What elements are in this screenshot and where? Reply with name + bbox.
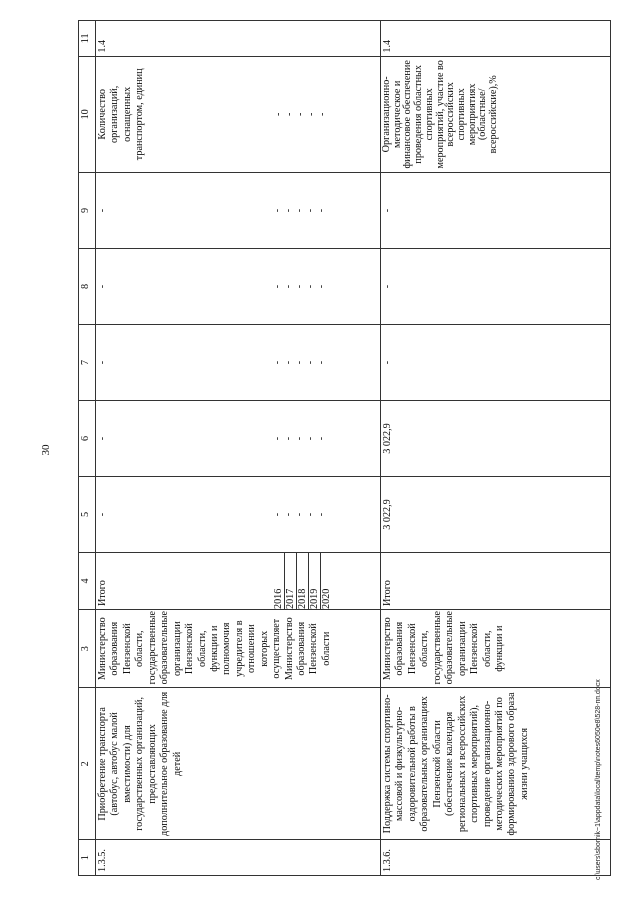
period-total: Итого [381,553,611,610]
c6-cell: 3 022,9 [381,401,611,477]
period-cell [96,553,381,610]
total-cell: 3 022,9 [381,477,611,553]
header-cell: 9 [79,173,96,249]
executor: Министерство образования Пензенской области, государственные образовательные организации Пензенской области, функции и [381,610,611,688]
year: 2018 [296,553,308,609]
header-cell: 11 [79,21,96,57]
row-number: 1.3.5. [96,840,381,876]
table-row [381,21,611,876]
measure-name: Поддержка системы спортивно-массовой и физкультурно-оздоровительной работы в образовательных организациях Пензенской области (обеспечение календаря региональных и всероссийских спортивных мероприятий), проведение организационно-методических мероприятий по формированию здорового образа жизни учащихся [381,688,611,840]
indicator-text: Количество организаций, оснащенных транспортом, единиц [97,68,146,161]
header-cell: 4 [79,553,96,610]
link-cell: 1.4 [96,21,381,57]
indicator-text: Организационно-методическое и финансовое обеспечение проведения областных спортивных мероприятий, участие во всероссийских спортивных мероприятиях (областные/ всероссийские),% [381,56,611,172]
measure-name: Приобретение транспорта (автобус, автобус малой вместимости) для государственных организаций, предоставляющих дополнительное образование для детей [96,688,381,840]
header-cell: 8 [79,249,96,325]
c7-cell: - - - - - - [96,325,381,401]
indicator-cell: Количество организаций, оснащенных транспортом, единиц - - - - - [96,56,381,172]
rotated-table-frame [78,20,613,876]
table-row [96,21,381,876]
c9-cell: - [381,173,611,249]
c7-cell: - [381,325,611,401]
program-table [78,20,611,876]
c8-cell: - - - - - - [96,249,381,325]
year: 2020 [320,553,332,609]
c6-cell: - - - - - - [96,401,381,477]
total-cell: - - - - - - [96,477,381,553]
executor: Министерство образования Пензенской области, государственные образовательные организации Пензенской области, функции и полномочия учредителя в отношении которых осуществляет Министерство образования Пензенской области [96,610,381,688]
year: 2017 [284,553,296,609]
header-cell: 1 [79,840,96,876]
header-cell: 2 [79,688,96,840]
header-cell: 3 [79,610,96,688]
row-number: 1.3.6. [381,840,611,876]
header-cell: 7 [79,325,96,401]
header-cell: 6 [79,401,96,477]
year: 2019 [308,553,320,609]
header-cell: 5 [79,477,96,553]
year: 2016 [273,588,284,609]
link-cell: 1.4 [381,21,611,57]
c8-cell: - [381,249,611,325]
c9-cell: - - - - - - [96,173,381,249]
header-row [79,21,96,876]
period-total: Итого [97,580,108,606]
file-path-footer: c:\users\sbornik~1\appdata\local\temp\notes6050e8\528-пп.docx [595,679,602,880]
page-number: 30 [40,444,52,456]
header-cell: 10 [79,56,96,172]
